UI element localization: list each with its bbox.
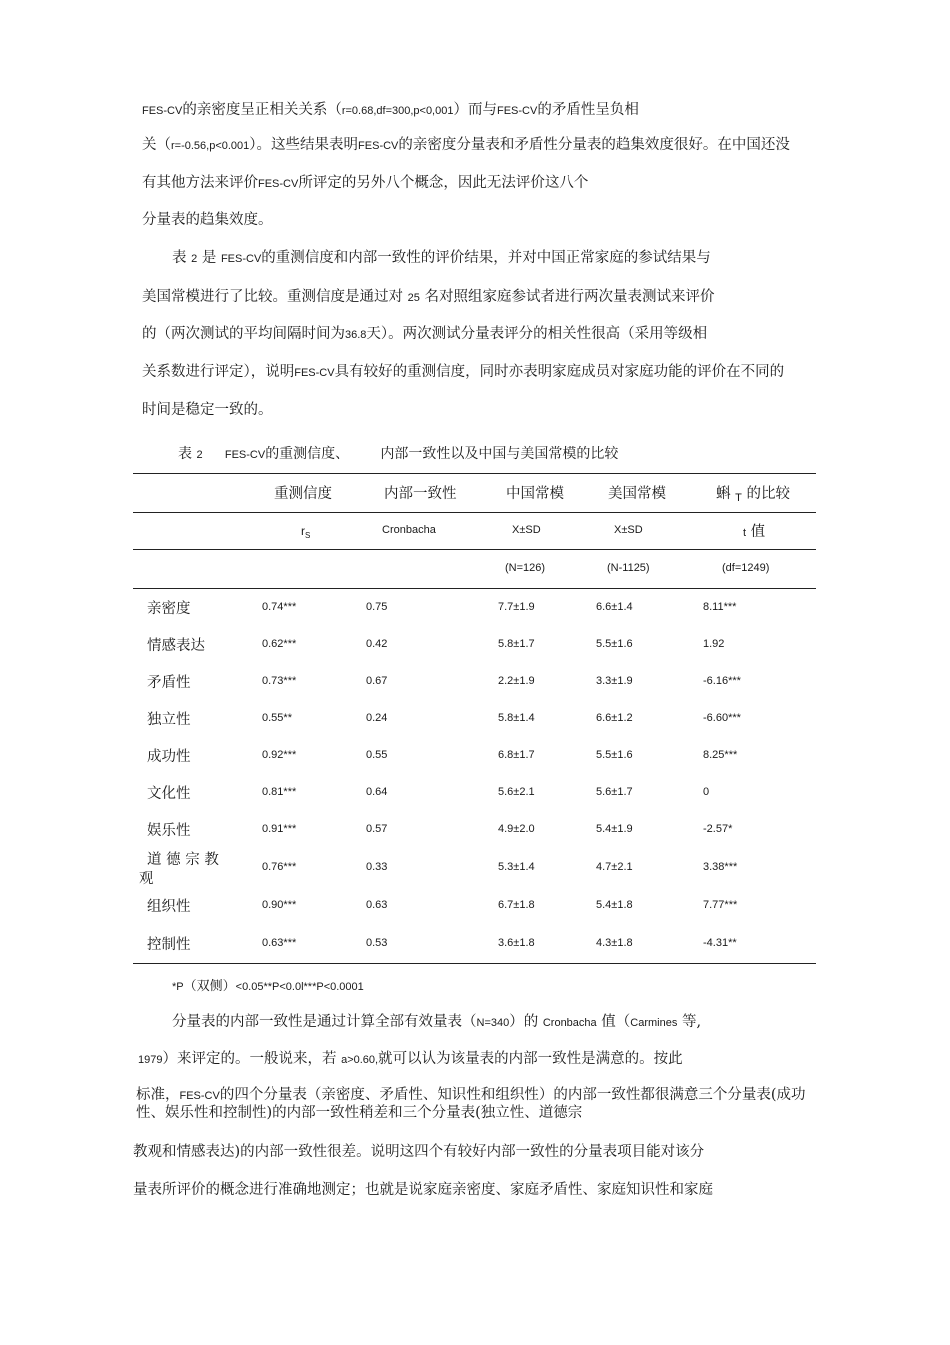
row-label: 成功性	[147, 749, 191, 765]
inline-text: FES-CV	[224, 449, 266, 461]
inline-text: 具有较好的重测信度，同时亦表明家庭成员对家庭功能的评价在不同的	[334, 364, 785, 380]
inline-text: 表	[178, 446, 192, 462]
header-internal-consistency: 内部一致性	[384, 486, 457, 502]
inline-text: a>0.60,	[341, 1054, 379, 1066]
subheader-t-value	[743, 520, 765, 541]
subheader-us-xsd: X±SD	[614, 524, 643, 536]
cell-t: 3.38***	[703, 861, 738, 873]
table-header-rule	[133, 512, 816, 513]
cell-r: 0.76***	[262, 861, 297, 873]
inline-text: FES-CV	[179, 1090, 220, 1102]
row-label: 控制性	[147, 937, 191, 953]
inline-text: 的亲密度呈正相关关系（	[182, 102, 342, 118]
cell-alpha: 0.57	[366, 823, 388, 835]
cell-us: 5.4±1.9	[596, 823, 633, 835]
inline-text: Cronbacha	[542, 1017, 597, 1029]
row-label: 独立性	[147, 712, 191, 728]
cell-china: 2.2±1.9	[498, 675, 535, 687]
cell-r: 0.92***	[262, 749, 297, 761]
cell-us: 5.5±1.6	[596, 749, 633, 761]
row-label: 矛盾性	[147, 675, 191, 691]
cell-us: 6.6±1.4	[596, 601, 633, 613]
row-label: 组织性	[147, 899, 191, 915]
inline-text: （双侧）	[183, 979, 236, 994]
inline-text: FES-CV	[496, 105, 538, 117]
inline-text: 分量表的趋集效度。	[142, 212, 273, 228]
cell-alpha: 0.55	[366, 749, 388, 761]
inline-text: FES-CV	[142, 105, 183, 117]
inline-text: 就可以认为该量表的内部一致性是满意的。按此	[378, 1051, 683, 1067]
cell-us: 6.6±1.2	[596, 712, 633, 724]
inline-text: 值	[750, 524, 766, 540]
table-footnote	[172, 975, 364, 994]
cell-alpha: 0.75	[366, 601, 388, 613]
table-top-rule	[133, 473, 816, 474]
inline-text: 值（	[601, 1014, 631, 1030]
row-label-continued: 观	[139, 871, 154, 887]
df-value: (df=1249)	[722, 562, 770, 574]
inline-text: 的（两次测试的平均间隔时间为	[142, 326, 345, 342]
cell-t: -6.60***	[703, 712, 741, 724]
inline-text: 所评定的另外八个概念，因此无法评价这八个	[298, 175, 589, 191]
subheader-rs	[301, 524, 310, 538]
inline-text: r	[301, 524, 305, 538]
inline-text: 的重测信度、	[265, 446, 350, 462]
inline-text: FES-CV	[358, 140, 399, 152]
paragraph-1-line-1	[142, 101, 639, 120]
inline-text: 量表所评价的概念进行准确地测定；也就是说家庭亲密度、家庭矛盾性、家庭知识性和家庭	[133, 1182, 713, 1198]
cell-china: 6.8±1.7	[498, 749, 535, 761]
header-china-norm: 中国常模	[506, 486, 564, 502]
paragraph-2-line-1	[172, 249, 711, 268]
cell-t: -4.31**	[703, 937, 737, 949]
inline-text: 的比较	[746, 486, 790, 502]
inline-text: 的亲密度分量表和矛盾性分量表的趋集效度很好。在中国还没	[398, 137, 790, 153]
header-t-comparison	[716, 482, 790, 503]
row-label: 情感表达	[147, 638, 205, 654]
inline-text: t	[743, 527, 747, 539]
inline-text: 教观和情感表达)的内部一致性很差。说明这四个有较好内部一致性的分量表项目能对该分	[133, 1144, 705, 1160]
inline-text: 等,	[681, 1014, 702, 1030]
table-body-rule	[133, 588, 816, 589]
n-us: (N-1125)	[607, 562, 650, 574]
table-bottom-rule	[133, 963, 816, 964]
cell-t: -6.16***	[703, 675, 741, 687]
cell-china: 3.6±1.8	[498, 937, 535, 949]
paragraph-3-line-2	[138, 1050, 683, 1069]
inline-text: 有其他方法来评价	[142, 175, 258, 191]
paragraph-1-line-4	[142, 211, 273, 229]
cell-china: 6.7±1.8	[498, 899, 535, 911]
cell-r: 0.63***	[262, 937, 297, 949]
paragraph-2-line-5	[142, 401, 273, 419]
n-china: (N=126)	[505, 562, 546, 574]
cell-t: 1.92	[703, 638, 725, 650]
cell-t: 8.25***	[703, 749, 738, 761]
cell-t: 7.77***	[703, 899, 738, 911]
inline-text: *P	[172, 981, 184, 993]
cell-t: 0	[703, 786, 710, 798]
cell-alpha: 0.63	[366, 899, 388, 911]
inline-text: 25	[407, 292, 420, 304]
inline-text: FES-CV	[258, 178, 299, 190]
paragraph-2-line-2	[142, 288, 714, 307]
paragraph-3-line-4	[133, 1143, 704, 1161]
inline-text: FES-CV	[294, 367, 335, 379]
inline-text: 2	[191, 253, 198, 265]
cell-alpha: 0.42	[366, 638, 388, 650]
cell-china: 5.6±2.1	[498, 786, 535, 798]
cell-alpha: 0.24	[366, 712, 388, 724]
inline-text: ）。这些结果表明	[249, 137, 359, 153]
paragraph-3-line-1	[172, 1013, 701, 1032]
subheader-china-xsd: X±SD	[512, 524, 541, 536]
paragraph-2-line-4	[142, 363, 784, 382]
cell-r: 0.62***	[262, 638, 297, 650]
cell-r: 0.73***	[262, 675, 297, 687]
inline-text: FES-CV	[220, 253, 262, 265]
inline-text: S	[305, 531, 311, 540]
header-retest-reliability: 重测信度	[274, 486, 332, 502]
cell-alpha: 0.53	[366, 937, 388, 949]
subheader-cronbach: Cronbacha	[382, 524, 436, 536]
cell-us: 4.3±1.8	[596, 937, 633, 949]
paragraph-1-line-3	[142, 174, 588, 193]
inline-text: 关（	[142, 137, 171, 153]
inline-text: ）来评定的。一般说来，若	[162, 1051, 337, 1067]
cell-us: 5.4±1.8	[596, 899, 633, 911]
inline-text: 的重测信度和内部一致性的评价结果，并对中国正常家庭的参试结果与	[261, 250, 711, 266]
cell-alpha: 0.33	[366, 861, 388, 873]
row-label: 娱乐性	[147, 823, 191, 839]
inline-text: 美国常模进行了比较。重测信度是通过对	[142, 289, 403, 305]
inline-text: 标准，	[136, 1087, 180, 1103]
cell-t: 8.11***	[703, 601, 737, 613]
cell-alpha: 0.67	[366, 675, 388, 687]
cell-r: 0.74***	[262, 601, 297, 613]
inline-text: T	[735, 492, 742, 504]
inline-text: <0.05**P<0.0l***P<0.0001	[235, 981, 364, 993]
inline-text: ）的	[509, 1014, 539, 1030]
header-us-norm: 美国常模	[608, 486, 666, 502]
cell-r: 0.55**	[262, 712, 292, 724]
paragraph-1-line-2	[142, 136, 790, 155]
cell-us: 3.3±1.9	[596, 675, 633, 687]
inline-text: 的四个分量表（亲密度、矛盾性、知识性和组织性）的内部一致性都很满意三个分量表(成功性、娱乐性和控制性)的内部一致性稍差和三个分量表(独立性、道德宗	[136, 1087, 806, 1121]
inline-text: r=0.68,df=300,p<0,001	[341, 105, 454, 117]
inline-text: ）而与	[453, 102, 497, 118]
cell-us: 5.6±1.7	[596, 786, 633, 798]
cell-us: 4.7±2.1	[596, 861, 633, 873]
row-label: 亲密度	[147, 601, 191, 617]
inline-text: 是	[201, 250, 217, 266]
table-caption	[178, 443, 618, 463]
inline-text: 蝌	[716, 486, 731, 502]
paragraph-3-line-3	[136, 1087, 818, 1122]
inline-text: N=340	[476, 1017, 510, 1029]
cell-us: 5.5±1.6	[596, 638, 633, 650]
paragraph-3-line-5	[133, 1181, 713, 1199]
cell-alpha: 0.64	[366, 786, 388, 798]
inline-text: 时间是稳定一致的。	[142, 402, 273, 418]
cell-r: 0.81***	[262, 786, 297, 798]
cell-china: 5.3±1.4	[498, 861, 535, 873]
inline-text: 内部一致性以及中国与美国常模的比较	[380, 446, 619, 462]
inline-text: 名对照组家庭参试者进行两次量表测试来评价	[424, 289, 715, 305]
cell-china: 4.9±2.0	[498, 823, 535, 835]
inline-text: 的矛盾性呈负相	[537, 102, 639, 118]
inline-text: 天）。两次测试分量表评分的相关性很高（采用等级相	[366, 326, 708, 342]
inline-text: 关系数进行评定），说明	[142, 364, 295, 380]
row-label: 文化性	[147, 786, 191, 802]
inline-text: 表	[172, 250, 187, 266]
row-label: 道 德 宗 教	[147, 852, 219, 868]
cell-china: 5.8±1.7	[498, 638, 535, 650]
cell-r: 0.90***	[262, 899, 297, 911]
table-subheader-rule	[133, 549, 816, 550]
cell-t: -2.57*	[703, 823, 733, 835]
inline-text: 1979	[138, 1054, 163, 1066]
inline-text: 36.8	[345, 329, 367, 341]
inline-text: 2	[196, 449, 203, 461]
paragraph-2-line-3	[142, 325, 707, 344]
inline-text: Carmines	[630, 1017, 678, 1029]
inline-text: 分量表的内部一致性是通过计算全部有效量表（	[172, 1014, 477, 1030]
cell-china: 7.7±1.9	[498, 601, 535, 613]
inline-text: r=-0.56,p<0.001	[171, 140, 250, 152]
cell-china: 5.8±1.4	[498, 712, 535, 724]
cell-r: 0.91***	[262, 823, 297, 835]
